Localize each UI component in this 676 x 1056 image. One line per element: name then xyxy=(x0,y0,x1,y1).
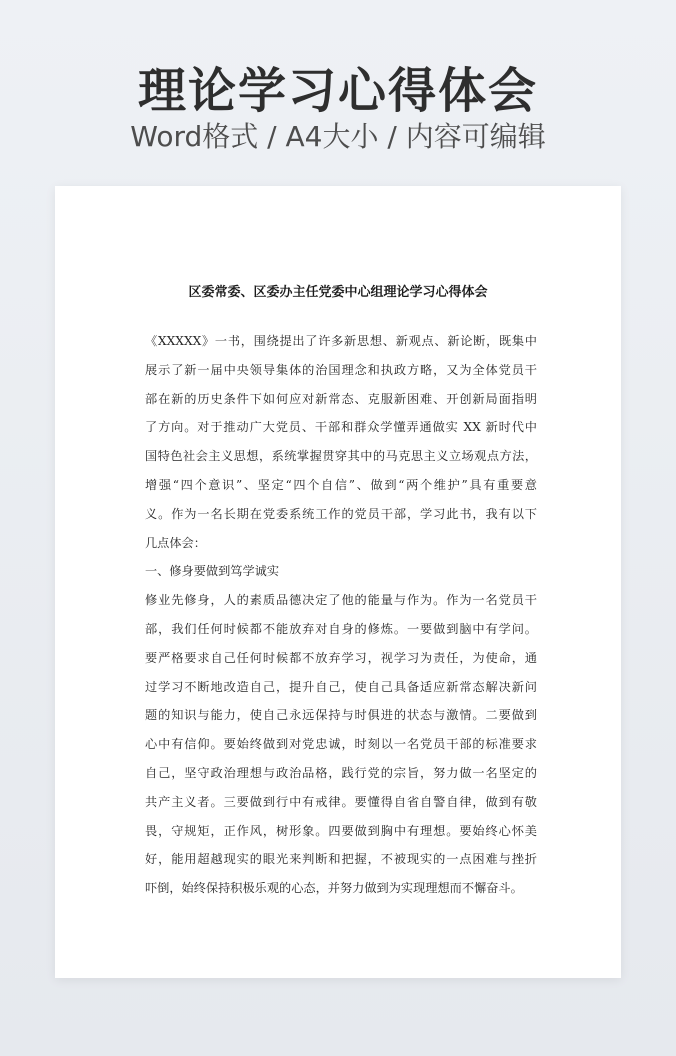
document-body xyxy=(145,327,537,903)
body-line: 增强“四个意识”、坚定“四个自信”、做到“两个维护”具有重要意 xyxy=(145,477,537,492)
banner-subtitle: Word格式 / A4大小 / 内容可编辑 xyxy=(130,120,546,153)
body-line: 共产主义者。三要做到行中有戒律。要懂得自省自警自律，做到有敬 xyxy=(145,794,537,809)
body-line: 部在新的历史条件下如何应对新常态、克服新困难、开创新局面指明 xyxy=(145,391,537,406)
banner-header xyxy=(0,0,676,186)
body-line: 几点体会： xyxy=(145,535,206,550)
banner-title: 理论学习心得体会 xyxy=(137,63,538,119)
body-line: 《XXXXX》一书，围绕提出了许多新思想、新观点、新论断，既集中 xyxy=(145,334,537,348)
body-line: 修业先修身，人的素质品德决定了他的能量与作为。作为一名党员干 xyxy=(145,593,537,608)
document-title: 区委常委、区委办主任党委中心组理论学习心得体会 xyxy=(188,285,488,300)
body-line: 了方向。对于推动广大党员、干部和群众学懂弄通做实 XX 新时代中 xyxy=(145,420,537,435)
body-line: 题的知识与能力，使自己永远保持与时俱进的状态与激情。二要做到 xyxy=(145,708,537,723)
body-line: 过学习不断地改造自己，提升自己，使自己具备适应新常态解决新问 xyxy=(145,679,537,694)
body-line: 国特色社会主义思想，系统掌握贯穿其中的马克思主义立场观点方法， xyxy=(145,449,537,464)
body-line: 自己，坚守政治理想与政治品格，践行党的宗旨，努力做一名坚定的 xyxy=(145,765,537,780)
body-line: 展示了新一届中央领导集体的治国理念和执政方略，又为全体党员干 xyxy=(145,362,537,377)
section-heading: 一、修身要做到笃学诚实 xyxy=(145,564,280,579)
body-line: 要严格要求自己任何时候都不放弃学习，视学习为责任，为使命，通 xyxy=(145,650,537,665)
body-line: 畏，守规矩，正作风，树形象。四要做到胸中有理想。要始终心怀美 xyxy=(145,823,537,838)
body-line: 心中有信仰。要始终做到对党忠诚，时刻以一名党员干部的标准要求 xyxy=(145,737,537,752)
body-line: 吓倒，始终保持积极乐观的心态，并努力做到为实现理想而不懈奋斗。 xyxy=(145,881,523,896)
body-line: 部，我们任何时候都不能放弃对自身的修炼。一要做到脑中有学问。 xyxy=(145,621,537,636)
body-line: 义。作为一名长期在党委系统工作的党员干部，学习此书，我有以下 xyxy=(145,506,537,521)
body-line: 好，能用超越现实的眼光来判断和把握，不被现实的一点困难与挫折 xyxy=(145,852,537,867)
document-page xyxy=(55,186,621,978)
